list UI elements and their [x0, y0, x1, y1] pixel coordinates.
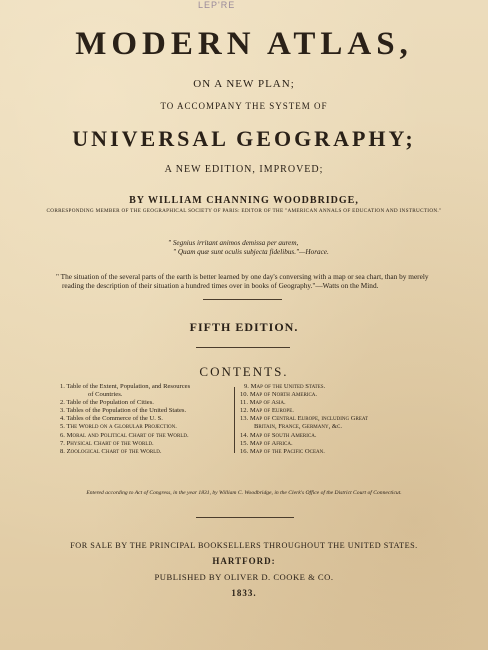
atlas-title: MODERN ATLAS, [75, 26, 413, 62]
copyright-notice: Entered according to Act of Congress, in the year 1831, by William C. Woodbridge, in the Clerk's Office of the District Court of Connecticut. [86, 490, 402, 496]
publication-year: 1833. [231, 588, 257, 598]
contents-entry: 14. Map of South America. [240, 431, 317, 439]
publisher-line: PUBLISHED BY OLIVER D. COOKE & CO. [154, 572, 334, 582]
library-stamp: LEP'RE [198, 0, 236, 10]
latin-quote-line-2: " Quam quæ sunt oculis subjecta fidelibus."—Horace. [173, 248, 329, 256]
contents-entry: 1. Table of the Extent, Population, and Resources [60, 383, 191, 390]
contents-entry: 7. Physical Chart of the World. [60, 439, 154, 447]
contents-entry: 2. Table of the Population of Cities. [60, 399, 154, 407]
english-quote-line-1: " The situation of the several parts of the earth is better learned by one day's conversing with a map or sea chart, than by merely [56, 272, 429, 281]
contents-entry: 11. Map of Asia. [240, 399, 286, 407]
contents-entry: 6. Moral and Political Chart of the World. [60, 431, 189, 439]
divider-rule [196, 517, 294, 518]
contents-right-column [240, 383, 368, 456]
contents-column-divider [234, 387, 235, 453]
contents-entry: 5. The World on a Globular Projection. [60, 423, 177, 431]
divider-rule [203, 299, 282, 300]
edition-label: FIFTH EDITION. [189, 320, 299, 334]
sale-notice: FOR SALE BY THE PRINCIPAL BOOKSELLERS THROUGHOUT THE UNITED STATES. [70, 541, 418, 550]
contents-entry: Britain, France, Germany, &c. [254, 423, 342, 431]
contents-entry: 12. Map of Europe. [240, 407, 294, 415]
english-quote-line-2: reading the description of their situation a hundred times over in books of Geography."—Watts on the Mind. [62, 281, 379, 290]
divider-rule [196, 347, 290, 348]
author-description: CORRESPONDING MEMBER OF THE GEOGRAPHICAL SOCIETY OF PARIS: EDITOR OF THE "AMERICAN ANNALS OF EDUCATION AND INSTRUCTION." [46, 208, 442, 214]
author-line: BY WILLIAM CHANNING WOODBRIDGE, [129, 195, 359, 206]
contents-entry: 15. Map of Africa. [240, 439, 293, 447]
atlas-subtitle: ON A NEW PLAN; [193, 78, 295, 90]
latin-quote-line-1: " Segnius irritant animos demissa per aurem, [168, 239, 299, 247]
contents-entry: 10. Map of North America. [240, 391, 318, 399]
contents-entry: of Countries. [88, 391, 123, 399]
contents-entry: 9. Map of the United States. [244, 383, 326, 390]
geography-title: UNIVERSAL GEOGRAPHY; [72, 126, 416, 151]
publication-place: HARTFORD: [212, 556, 276, 566]
contents-entry: 16. Map of the Pacific Ocean. [240, 447, 325, 455]
contents-left-column [60, 383, 190, 456]
contents-heading: CONTENTS. [199, 364, 289, 379]
contents-entry: 13. Map of Central Europe, including Great [240, 415, 368, 423]
contents-entry: 8. Zoological Chart of the World. [60, 447, 162, 455]
new-edition-line: A NEW EDITION, IMPROVED; [164, 164, 324, 175]
accompany-line: TO ACCOMPANY THE SYSTEM OF [160, 101, 328, 111]
contents-entry: 3. Tables of the Population of the United States. [60, 407, 187, 415]
contents-entry: 4. Tables of the Commerce of the U. S. [60, 415, 163, 423]
